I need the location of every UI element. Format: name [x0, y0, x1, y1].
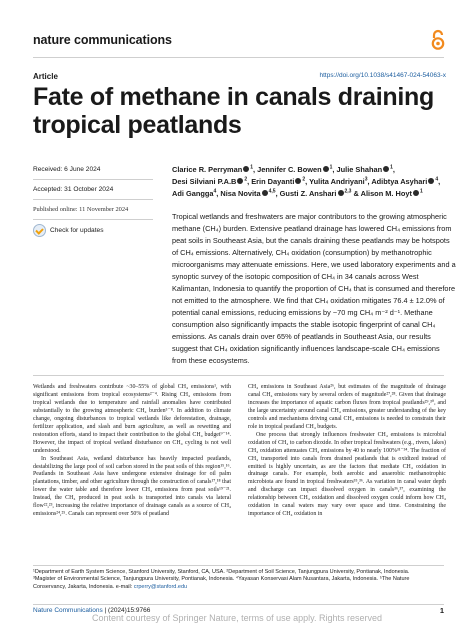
author-name[interactable]: , Nisa Novita: [216, 188, 261, 198]
affiliation-line: Conservancy, Jakarta, Indonesia.: [33, 583, 115, 590]
author-name[interactable]: & Alison M. Hoyt: [351, 188, 412, 198]
orcid-icon[interactable]: [262, 190, 268, 196]
orcid-icon[interactable]: [383, 166, 389, 172]
orcid-icon[interactable]: [243, 166, 249, 172]
author-list: Clarice R. Perryman $^1$, Jennifer C. Bowen $^1$, Julie Shahan $^1$, Desi Silviani P.A.B $^2$, Erin Dayanti $^2$, Yulita Andriyani$^3$, Adibtya Asyhari $^4$, Adi Gangga$^4$, Nisa Novita $^{4,5}$, Gusti Z. Anshari $^{2,3}$ & Alison M. Hoyt $^1$: [172, 164, 441, 198]
article-history: [33, 162, 153, 237]
journal-name[interactable]: nature communications: [33, 33, 172, 47]
footer-journal-link[interactable]: Nature Communications: [33, 607, 103, 614]
email-link[interactable]: crperry@stanford.edu: [133, 583, 188, 590]
header-divider: [33, 57, 444, 58]
accepted-date: Accepted: 31 October 2024: [33, 179, 153, 199]
received-date: Received: 6 June 2024: [33, 166, 101, 173]
affiliations: ¹Department of Earth System Science, Stanford University, Stanford, CA, USA. ²Department of Soil Science, Tanjungpura University, Pontianak, Indonesia. ³Magister of Environmental Science, Tanjungpura University, Pontianak, Indonesia. ⁴Yayasan Konservasi Alam Nusantara, Jakarta, Indonesia. ⁵The Nature Conservancy, Jakarta, Indonesia. e-mail: crperry@stanford.edu: [33, 569, 410, 590]
footer-divider: [33, 604, 444, 605]
author-name[interactable]: Adi Gangga: [172, 188, 214, 198]
orcid-icon[interactable]: [295, 178, 301, 184]
paragraph: One process that strongly influences freshwater CH₄ emissions is microbial oxidation of CH₄ to carbon dioxide. In other tropical freshwaters (e.g., rivers, lakes) CH₄ oxidation attenuates CH₄ emissions by 40 to nearly 100%³¹⁻³⁴. The fraction of CH₄ transported into canals from drained peatlands that is oxidized instead of emitted is highly uncertain, as are the factors that mediate CH₄ oxidation in drainage canals. For example, both aerobic and anaerobic methanotrophic microbiota are found in tropical freshwaters³⁵,³⁶. As variation in canal water depth and discharge can impact dissolved oxygen in canals³⁶,³⁷, examining the relationship between CH₄ oxidation and dissolved oxygen could inform how CH₄ oxidation in canal waters may vary over space and time. Constraining the importance of CH₄ oxidation in: [248, 431, 446, 518]
orcid-icon[interactable]: [338, 190, 344, 196]
paragraph: In Southeast Asia, wetland disturbance has heavily impacted peatlands, destabilizing the large pool of soil carbon stored in the peat soils of this region¹⁵,¹⁶. Peatlands in Southeast Asia have undergone extensive drainage for oil palm plantations, timber, and other agriculture through the construction of canals¹⁷,¹⁸ that lower the water table and therefore lower CH₄ emissions from peat soils¹⁹⁻²¹. Instead, the CH₄ produced in peat soils is transported into canals via lateral flow²²,²³, increasing the relative importance of drainage canals as a source of CH₄ emissions²⁴,²⁵. Canals can represent over 50% of peatland: [33, 455, 231, 518]
footnote-divider: [33, 565, 444, 566]
abstract-divider: [33, 375, 444, 376]
affiliation-line: ³Magister of Environmental Science, Tanjungpura University, Pontianak, Indonesia. ⁴Yayasan Konservasi Alam Nusantara, Jakarta, Indonesia. ⁵The Nature: [33, 576, 410, 583]
body-column-left: [33, 384, 231, 519]
author-name[interactable]: , Erin Dayanti: [247, 176, 295, 186]
paragraph: CH₄ emissions in Southeast Asia²⁶, but estimates of the magnitude of drainage canal CH₄ emissions vary by several orders of magnitude²⁷,²⁸. Given that drainage increases the importance of aquatic carbon fluxes from tropical peatlands²⁹,³⁰, and the large uncertainty around canal CH₄ emissions, greater understanding of the key controls and mechanisms driving canal CH₄ emissions is needed to constrain their role in tropical peatland CH₄ budgets.: [248, 384, 446, 430]
orcid-icon[interactable]: [237, 178, 243, 184]
author-name[interactable]: , Julie Shahan: [332, 165, 383, 174]
check-updates-label: Check for updates: [50, 227, 104, 234]
doi-link[interactable]: https://doi.org/10.1038/s41467-024-54063-x: [319, 72, 446, 79]
author-name[interactable]: Desi Silviani P.A.B: [172, 176, 237, 186]
author-name[interactable]: Clarice R. Perryman: [172, 165, 243, 174]
orcid-icon[interactable]: [428, 178, 434, 184]
author-name[interactable]: , Adibtya Asyhari: [367, 176, 428, 186]
orcid-icon[interactable]: [413, 190, 419, 196]
orcid-icon[interactable]: [323, 166, 329, 172]
published-date: Published online: 11 November 2024: [33, 199, 153, 219]
abstract: Tropical wetlands and freshwaters are major contributors to the growing atmospheric methane (CH₄) burden. Extensive peatland drainage has lowered CH₄ emissions from peat soils in Southeast Asia, but the canals draining these peatlands may be hotspots of CH₄ emissions. Alternatively, CH₄ oxidation (consumption) by methanotrophic microorganisms may attenuate emissions. Here, we used laboratory experiments and a synoptic survey of the isotopic composition of CH₄ in 34 canals across West Kalimantan, Indonesia to quantify the proportion of CH₄ that is consumed and therefore not emitted to the atmosphere. We find that CH₄ oxidation mitigates 76.4 ± 12.0% of potential canal emissions, reducing emissions by ~70 mg CH₄ m⁻² d⁻¹. Methane consumption also significantly impacts the stable isotopic fingerprint of canal CH₄ emissions. As canals drain over 65% of peatlands in Southeast Asia, our results suggest that CH₄ oxidation significantly influences landscape-scale CH₄ emissions from these ecosystems.: [172, 212, 456, 365]
author-name[interactable]: , Gusti Z. Anshari: [275, 188, 337, 198]
author-name[interactable]: , Yulita Andriyani: [305, 176, 365, 186]
courtesy-watermark: Content courtesy of Springer Nature, terms of use apply. Rights reserved: [92, 613, 382, 623]
author-name[interactable]: , Jennifer C. Bowen: [253, 165, 322, 174]
affiliation-line: ¹Department of Earth System Science, Stanford University, Stanford, CA, USA. ²Department of Soil Science, Tanjungpura University, Pontianak, Indonesia.: [33, 569, 410, 575]
open-access-icon: [430, 29, 446, 51]
check-updates-button[interactable]: [33, 219, 153, 237]
check-updates-icon: [33, 224, 46, 237]
article-title: Fate of methane in canals draining tropical peatlands: [33, 83, 434, 139]
paragraph: Wetlands and freshwaters contribute ~30–55% of global CH₄ emissions¹, with significant emissions from tropical ecosystems²⁻⁴. Rising CH₄ emissions from tropical wetlands due to temperature and rainfall anomalies have contributed substantially to the growing atmospheric CH₄ burden⁵⁻⁸. In addition to climate change, ongoing disturbances to tropical wetlands like deforestation, drainage, fertilizer application, and slash and burn agriculture, as well as rewetting and restoration efforts, stand to impact their contribution to the global CH₄ budget⁹⁻¹⁴. However, the impact of tropical wetland disturbance on CH₄ cycling is not well understood.: [33, 384, 231, 454]
footer-volume: | (2024)15:9766: [102, 607, 151, 614]
article-type: Article: [33, 72, 58, 81]
body-column-right: [248, 384, 446, 519]
page-number: 1: [439, 606, 444, 615]
